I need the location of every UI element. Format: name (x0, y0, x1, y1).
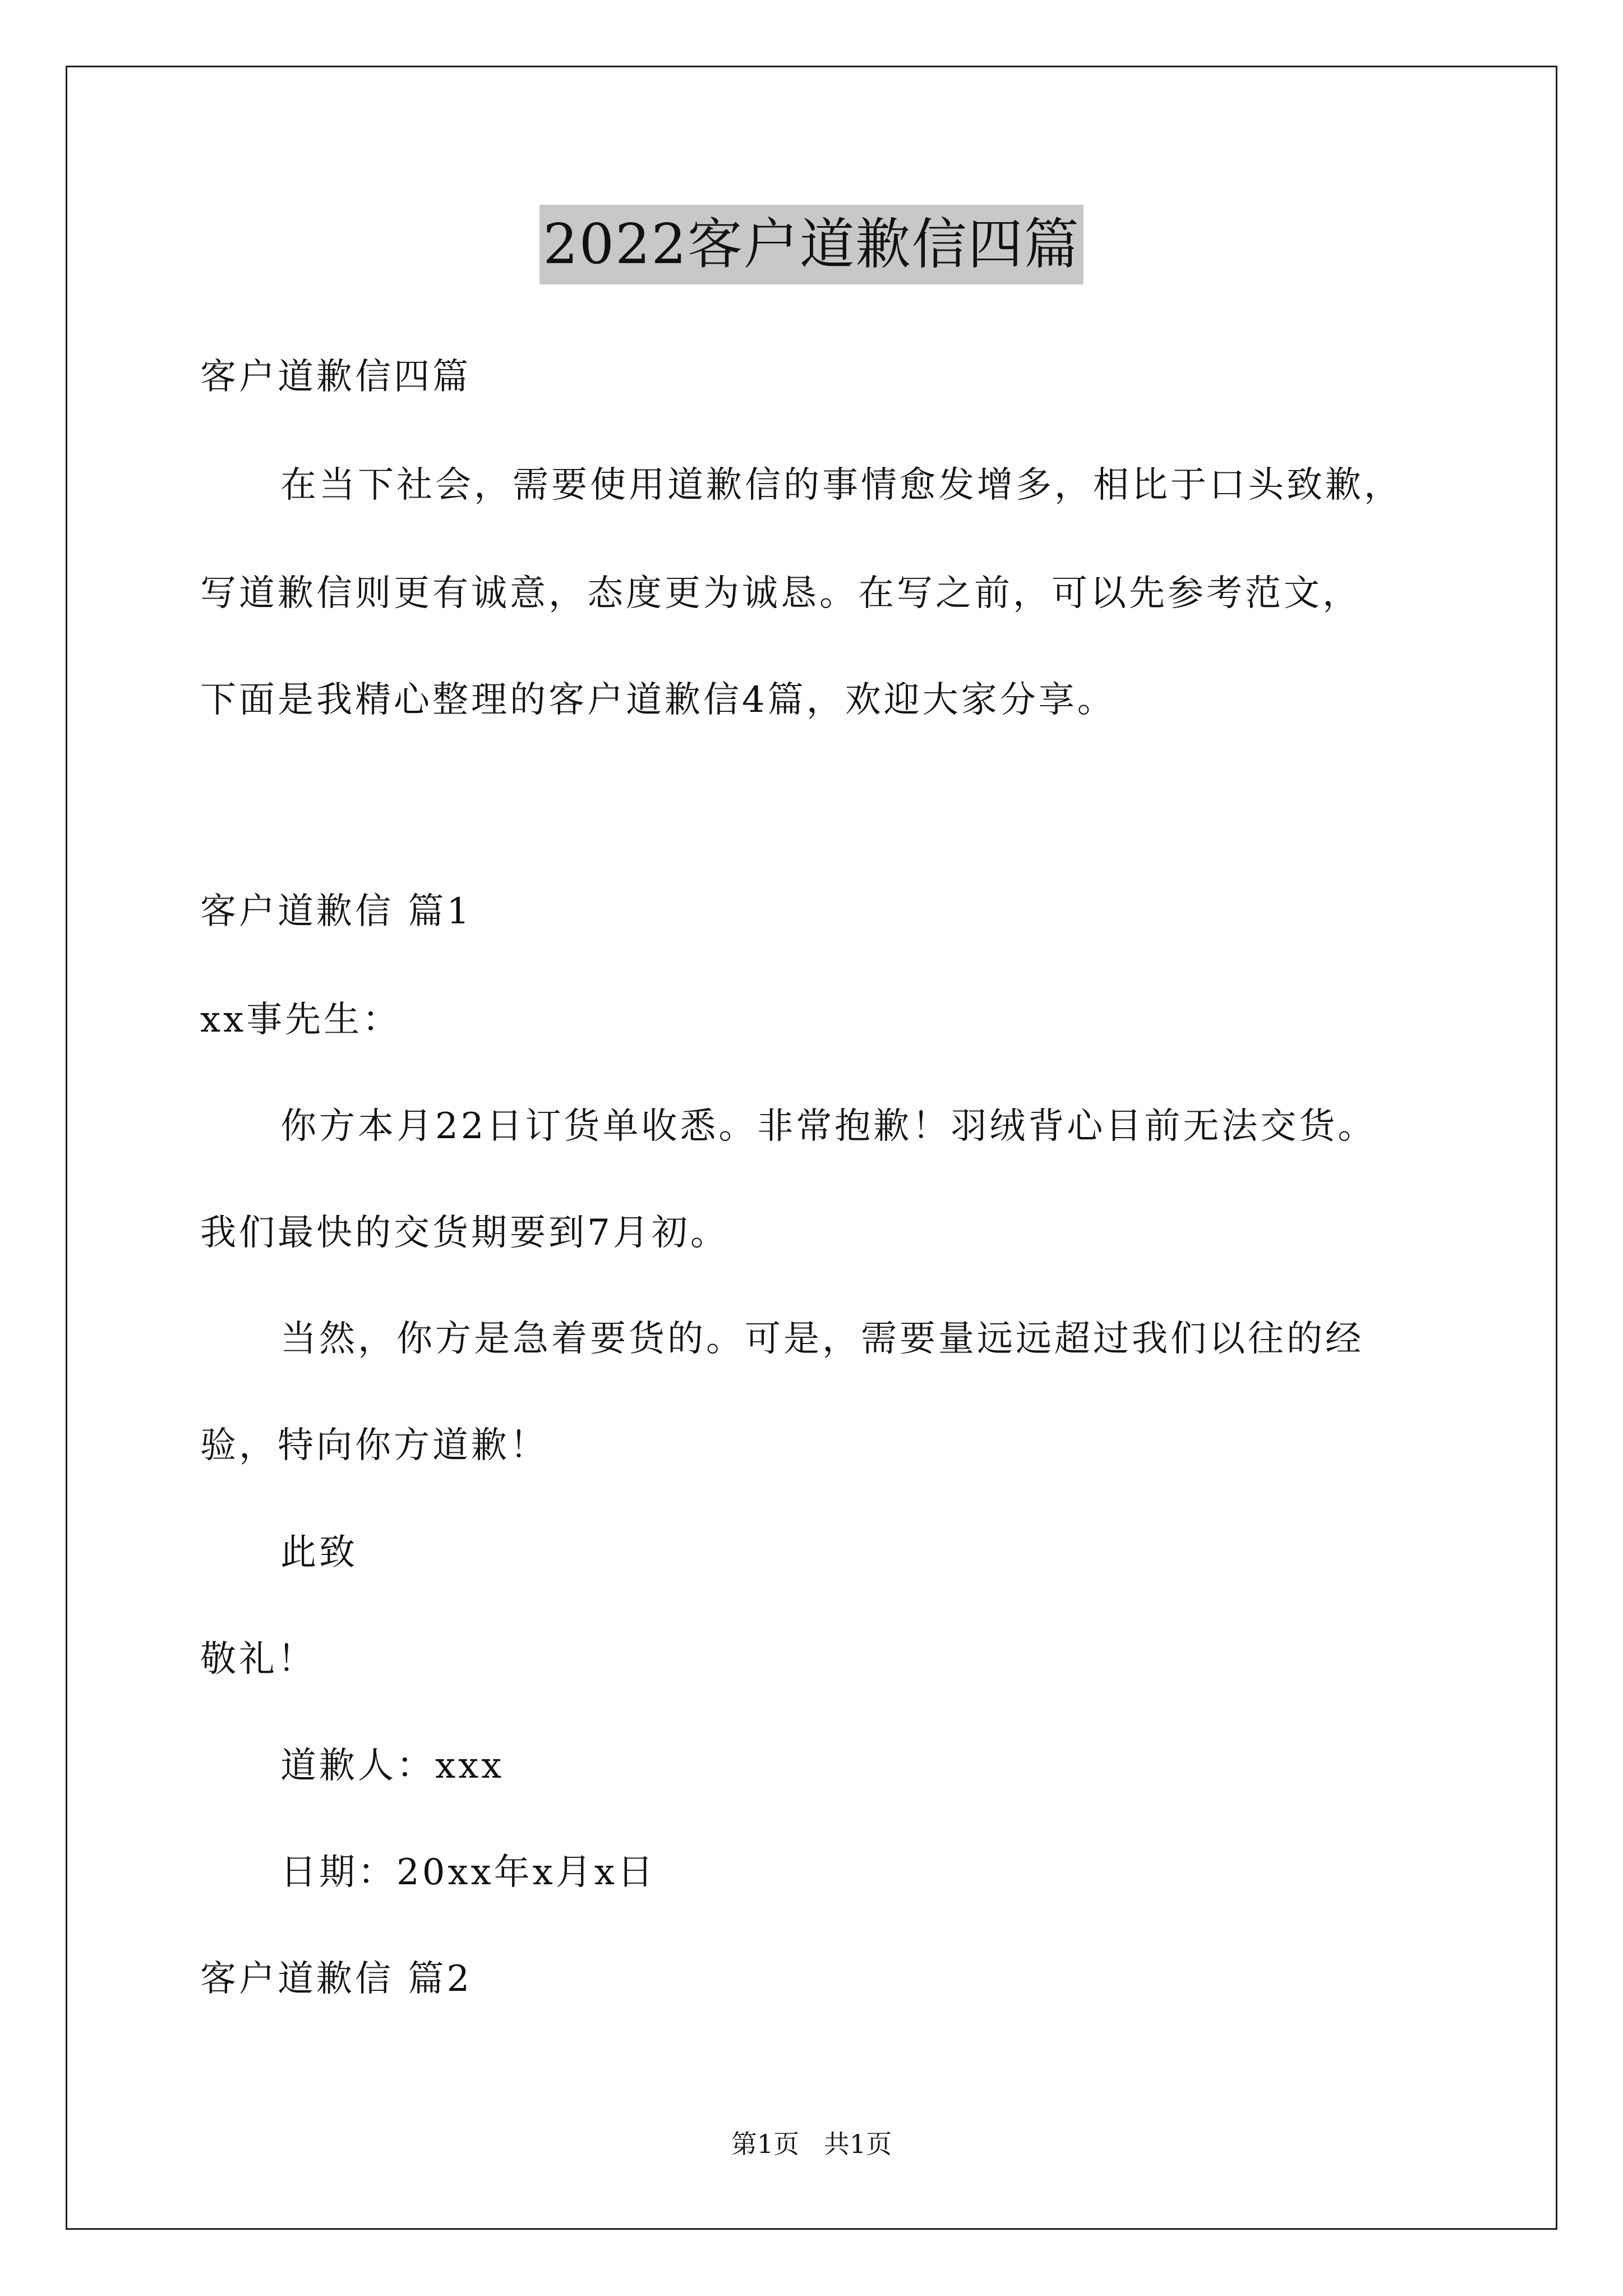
letter-1-paragraph-2-line-1: 当然，你方是急着要货的。可是，需要量远远超过我们以往的经 (280, 1318, 1364, 1360)
closing-cizhi: 此致 (280, 1532, 358, 1573)
closing-jingli: 敬礼！ (200, 1639, 316, 1680)
intro-paragraph-line-1: 在当下社会，需要使用道歉信的事情愈发增多，相比于口头致歉， (280, 464, 1403, 506)
salutation: xx事先生： (200, 999, 402, 1041)
letter-1-paragraph-1-line-1: 你方本月22日订货单收悉。非常抱歉！羽绒背心目前无法交货。 (280, 1106, 1377, 1147)
intro-heading: 客户道歉信四篇 (200, 356, 471, 398)
section-heading-2: 客户道歉信 篇2 (200, 1958, 473, 2000)
letter-1-paragraph-2-line-2: 验，特向你方道歉！ (200, 1425, 548, 1466)
page-footer: 第1页 共1页 (731, 2129, 892, 2159)
intro-paragraph-line-2: 写道歉信则更有诚意，态度更为诚恳。在写之前，可以先参考范文， (200, 573, 1361, 614)
signature-date: 日期：20xx年x月x日 (280, 1852, 656, 1893)
section-heading-1: 客户道歉信 篇1 (200, 891, 473, 932)
intro-paragraph-line-3: 下面是我精心整理的客户道歉信4篇，欢迎大家分享。 (200, 679, 1116, 721)
document-title: 2022客户道歉信四篇 (540, 205, 1083, 284)
letter-1-paragraph-1-line-2: 我们最快的交货期要到7月初。 (200, 1212, 729, 1254)
signature-apologizer: 道歉人：xxx (280, 1745, 505, 1787)
title-container (0, 205, 1623, 284)
